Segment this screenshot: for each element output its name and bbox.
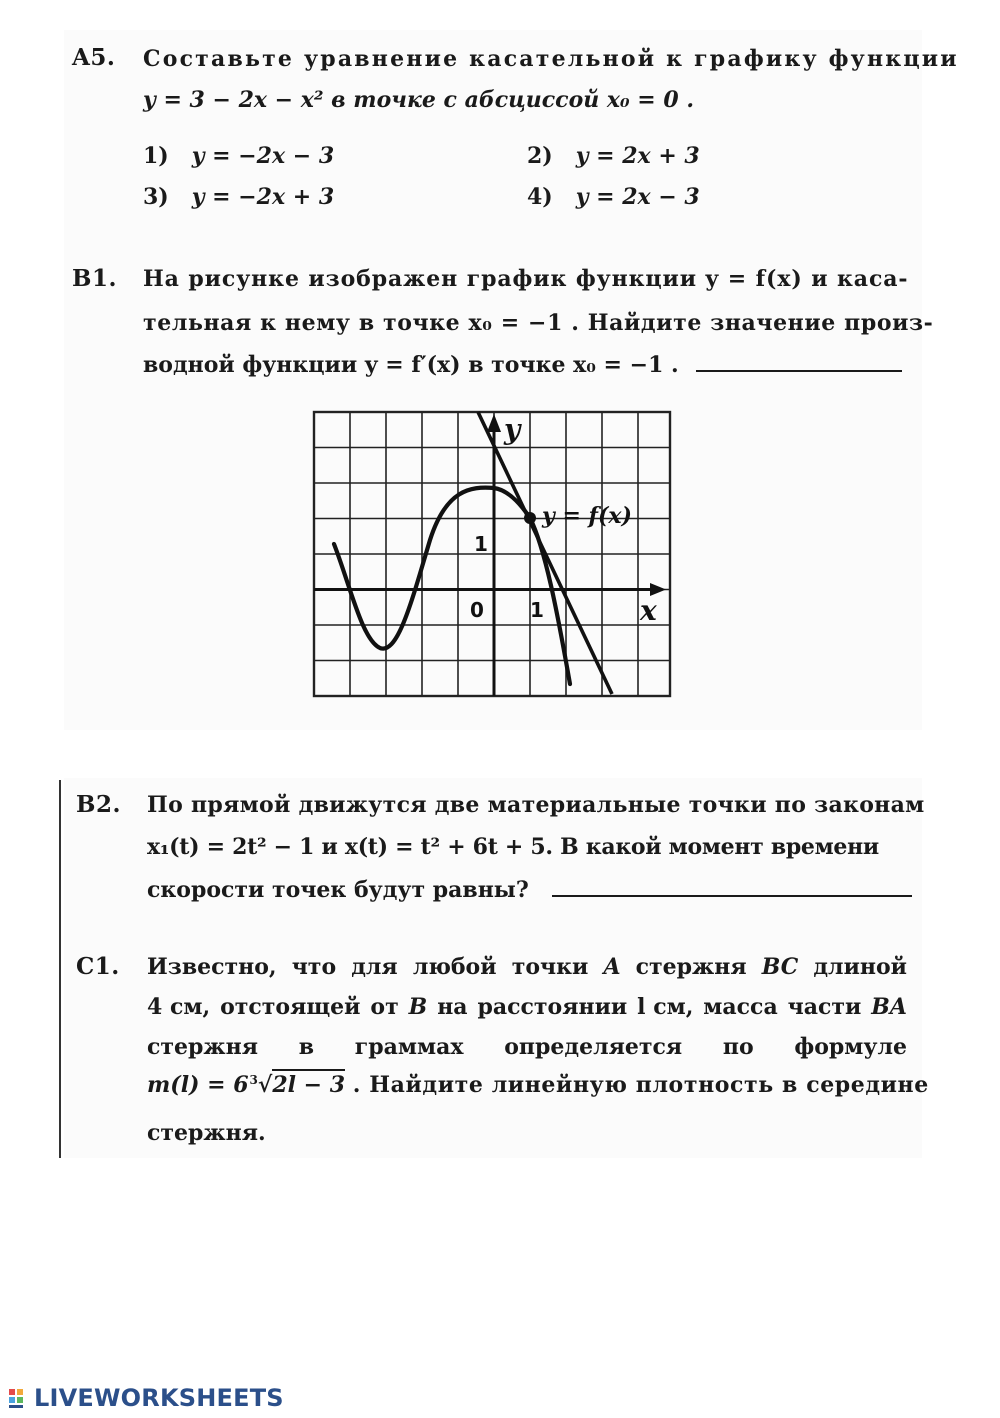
word: точки: [511, 954, 589, 980]
logo-text: LIVEWORKSHEETS: [34, 1384, 284, 1412]
graph-grid: [314, 412, 670, 696]
curve-label: y = f(x): [542, 503, 632, 529]
word: от: [370, 994, 399, 1020]
word: граммах: [354, 1034, 464, 1060]
c1-line-5: стержня.: [147, 1120, 266, 1146]
b1-line-1: На рисунке изображен график функции y = f(x) и каса-: [143, 266, 909, 292]
c1-line-4-text: . Найдите линейную плотность в середине: [352, 1072, 929, 1098]
c1-line-4: [147, 1072, 929, 1098]
c1-label: C1.: [76, 953, 120, 980]
c1-line-1: [147, 954, 907, 980]
word: B: [408, 994, 428, 1020]
b2-line-1: По прямой движутся две материальные точки по законам: [147, 792, 925, 818]
left-margin-rule: [59, 780, 61, 1158]
option-number: 2): [527, 143, 553, 169]
word: длиной: [813, 954, 907, 980]
function-graph: [300, 405, 720, 705]
word: формуле: [794, 1034, 907, 1060]
origin-label: 0: [470, 598, 484, 622]
word: 4 см,: [147, 994, 211, 1020]
word: любой: [412, 954, 497, 980]
c1-formula-prefix: m(l) = 6: [147, 1072, 249, 1098]
c1-line-3: [147, 1034, 907, 1060]
word: части: [787, 994, 862, 1020]
b1-label: B1.: [72, 265, 117, 292]
b2-answer-blank[interactable]: [552, 894, 912, 897]
word: по: [722, 1034, 754, 1060]
word: для: [351, 954, 398, 980]
a5-option-1[interactable]: [143, 143, 334, 169]
option-formula: y = 2x − 3: [575, 184, 700, 210]
option-number: 4): [527, 184, 553, 210]
word: стержня: [635, 954, 747, 980]
b1-line-3: [143, 352, 902, 378]
b1-answer-blank[interactable]: [696, 369, 902, 372]
word: на: [437, 994, 468, 1020]
b2-line-3: [147, 877, 912, 903]
option-formula: y = 2x + 3: [575, 143, 700, 169]
liveworksheets-logo-icon: [8, 1386, 32, 1410]
option-formula: y = −2x − 3: [191, 143, 335, 169]
option-number: 3): [143, 184, 169, 210]
b2-line-3-text: скорости точек будут равны?: [147, 877, 529, 903]
a5-function: y = 3 − 2x − x² в точке с абсциссой x₀ = 0 .: [143, 87, 695, 113]
b1-line-2: тельная к нему в точке x₀ = −1 . Найдите значение произ-: [143, 310, 934, 336]
word: BA: [871, 994, 907, 1020]
a5-label: A5.: [72, 44, 116, 71]
word: стержня: [147, 1034, 258, 1060]
unit-x-label: 1: [530, 598, 544, 622]
radical-sign-icon: √: [257, 1072, 273, 1098]
tangent-line: [478, 412, 612, 694]
word: BC: [761, 954, 799, 980]
tangency-point: [524, 512, 536, 524]
y-axis-arrow: [487, 414, 501, 432]
a5-question-text: Составьте уравнение касательной к графику функции: [143, 46, 959, 72]
b2-line-2: x₁(t) = 2t² − 1 и x(t) = t² + 6t + 5. В какой момент времени: [147, 834, 879, 860]
a5-option-3[interactable]: [143, 184, 334, 210]
word: отстоящей: [220, 994, 361, 1020]
c1-radicand: 2l − 3: [272, 1069, 345, 1098]
x-axis-label: x: [640, 594, 657, 627]
word: в: [298, 1034, 315, 1060]
word: определяется: [504, 1034, 683, 1060]
y-axis-label: y: [504, 413, 521, 446]
unit-y-label: 1: [474, 532, 488, 556]
option-formula: y = −2x + 3: [191, 184, 335, 210]
word: расстоянии: [477, 994, 628, 1020]
word: Известно,: [147, 954, 277, 980]
word: A: [603, 954, 621, 980]
a5-option-4[interactable]: [527, 184, 700, 210]
c1-root-index: 3: [249, 1072, 258, 1087]
word: что: [291, 954, 337, 980]
b2-label: B2.: [76, 791, 121, 818]
option-number: 1): [143, 143, 169, 169]
c1-line-2: [147, 994, 907, 1020]
a5-line-1: [143, 46, 959, 72]
liveworksheets-logo[interactable]: [8, 1378, 284, 1418]
word: масса: [703, 994, 778, 1020]
word: l см,: [637, 994, 694, 1020]
b1-line-3-text: водной функции y = f′(x) в точке x₀ = −1 .: [143, 352, 679, 378]
a5-option-2[interactable]: [527, 143, 700, 169]
